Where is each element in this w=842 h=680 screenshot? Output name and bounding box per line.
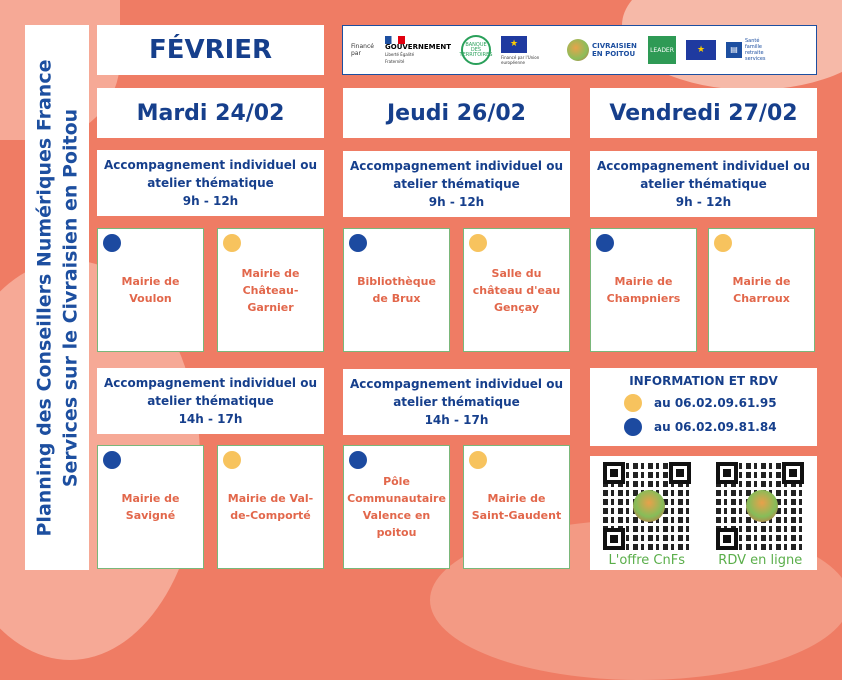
session-morning [590, 151, 817, 217]
phone-number[interactable]: au 06.02.09.61.95 [654, 396, 777, 410]
venue-card [97, 228, 204, 352]
venue-name: Mairie de Champniers [606, 275, 681, 305]
blue-dot-icon [624, 418, 642, 436]
day-header: Vendredi 27/02 [590, 88, 817, 138]
session-morning [97, 150, 324, 216]
venue-card [343, 445, 450, 569]
blue-dot-icon [349, 234, 367, 252]
venue-card [590, 228, 697, 352]
venue-name: Mairie de Charroux [732, 275, 791, 305]
phone-number[interactable]: au 06.02.09.81.84 [654, 420, 777, 434]
yellow-dot-icon [469, 451, 487, 469]
finance-par-label: Financé par [351, 43, 374, 57]
qr-offre[interactable] [601, 460, 693, 570]
yellow-dot-icon [223, 234, 241, 252]
month-title: FÉVRIER [97, 25, 324, 75]
tree-icon [746, 490, 778, 522]
yellow-dot-icon [223, 451, 241, 469]
venue-card [217, 228, 324, 352]
session-time: 9h - 12h [182, 194, 239, 208]
blue-dot-icon [349, 451, 367, 469]
yellow-dot-icon [469, 234, 487, 252]
session-morning [343, 151, 570, 217]
session-label: Accompagnement individuel ou atelier thématique [104, 376, 317, 408]
phone-row [624, 418, 817, 436]
session-label: Accompagnement individuel ou atelier thématique [350, 377, 563, 409]
book-icon: ▤ [726, 42, 742, 58]
eu-label: Financé par l'Union européenne [501, 54, 540, 65]
eu-logo [501, 36, 557, 65]
venue-card [217, 445, 324, 569]
phone-row [624, 394, 817, 412]
session-time: 14h - 17h [424, 413, 489, 427]
venue-name: Mairie de Château-Garnier [241, 266, 300, 314]
blue-dot-icon [103, 234, 121, 252]
venue-name: Mairie de Val-de-Comporté [227, 492, 314, 522]
venue-name: Salle du château d'eau Gençay [472, 266, 561, 314]
day-header: Jeudi 26/02 [343, 88, 570, 138]
civraisien-logo [567, 39, 638, 61]
tree-icon [633, 490, 665, 522]
venue-name: Mairie de Voulon [121, 275, 180, 305]
eu-flag-icon: ★ [686, 40, 716, 60]
session-label: Accompagnement individuel ou atelier thématique [597, 159, 810, 191]
partner-logos-banner [342, 25, 817, 75]
ssr-logo [726, 38, 769, 62]
venue-card [343, 228, 450, 352]
gouvernement-label: GOUVERNEMENT [385, 42, 451, 51]
venue-card [708, 228, 815, 352]
qr-label: L'offre CnFs [608, 553, 685, 568]
qr-label: RDV en ligne [718, 553, 803, 568]
qr-code-icon[interactable] [714, 460, 806, 552]
session-time: 9h - 12h [428, 195, 485, 209]
venue-card [463, 228, 570, 352]
ssr-label: Santé famille retraite services [745, 38, 766, 62]
civraisien-label: CIVRAISIEN EN POITOU [592, 42, 637, 58]
session-label: Accompagnement individuel ou atelier thématique [350, 159, 563, 191]
session-time: 9h - 12h [675, 195, 732, 209]
day-header: Mardi 24/02 [97, 88, 324, 138]
session-afternoon [343, 369, 570, 435]
venue-name: Bibliothèque de Brux [357, 275, 436, 305]
venue-name: Mairie de Saint-Gaudent [471, 492, 562, 522]
session-afternoon [97, 368, 324, 434]
venue-name: Pôle Communautaire Valence en poitou [347, 475, 446, 539]
info-title: INFORMATION ET RDV [629, 374, 778, 388]
venue-card [463, 445, 570, 569]
yellow-dot-icon [714, 234, 732, 252]
session-time: 14h - 17h [178, 412, 243, 426]
leader-logo: LEADER [648, 36, 676, 64]
blue-dot-icon [596, 234, 614, 252]
tree-icon [567, 39, 589, 61]
info-rdv-panel [590, 368, 817, 446]
session-label: Accompagnement individuel ou atelier thématique [104, 158, 317, 190]
vertical-title-panel [25, 25, 89, 570]
blue-dot-icon [103, 451, 121, 469]
yellow-dot-icon [624, 394, 642, 412]
page-title-line2: Services sur le Civraisien en Poitou [59, 108, 82, 487]
page-title [31, 59, 83, 536]
eu-flag-icon: ★ [501, 36, 527, 53]
banque-territoires-logo: BANQUE DES TERRITOIRES [461, 35, 491, 65]
qr-rdv[interactable] [714, 460, 806, 570]
qr-code-icon[interactable] [601, 460, 693, 552]
qr-codes-panel [590, 456, 817, 570]
page-title-line1: Planning des Conseillers Numériques France [33, 59, 56, 536]
venue-name: Mairie de Savigné [121, 492, 180, 522]
gouvernement-logo [385, 36, 451, 65]
venue-card [97, 445, 204, 569]
gouvernement-motto: Liberté Égalité Fraternité [385, 51, 415, 64]
